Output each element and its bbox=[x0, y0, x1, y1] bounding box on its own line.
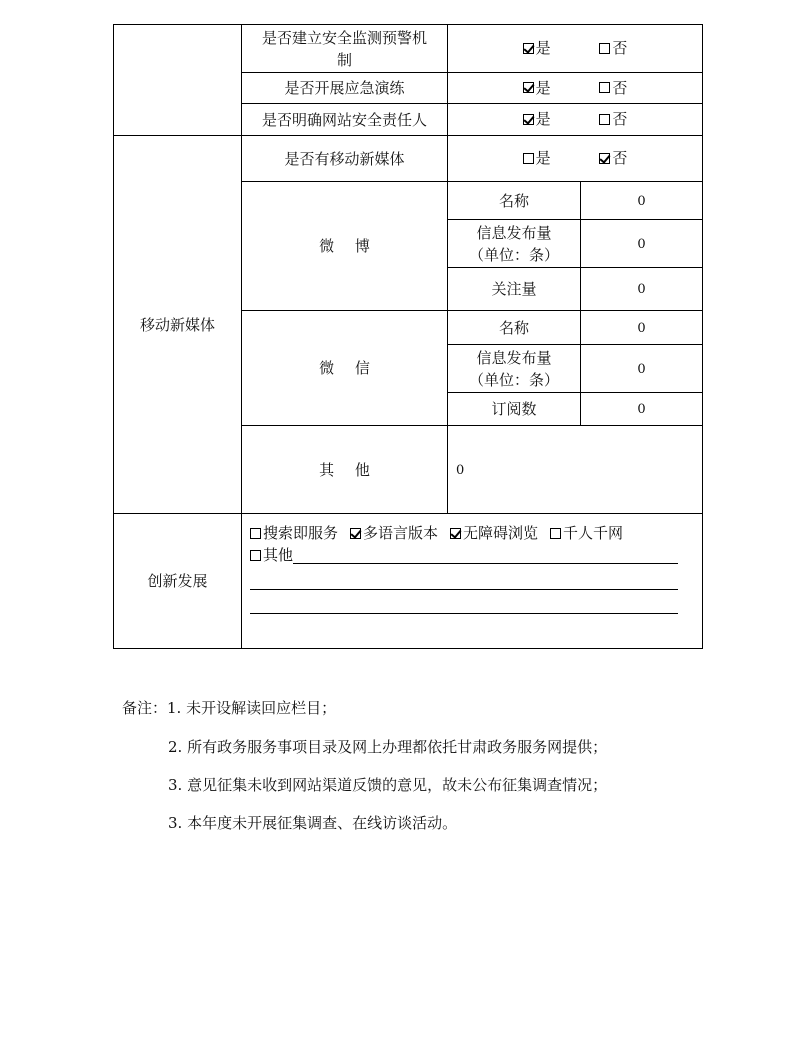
question-text: 是否开展应急演练 bbox=[284, 79, 405, 97]
option-personalized[interactable]: 千人千网 bbox=[550, 522, 623, 544]
other-label: 其 他 bbox=[242, 426, 448, 514]
yes-option[interactable]: 是 bbox=[523, 37, 551, 59]
innovation-options bbox=[242, 514, 703, 649]
unchecked-box-icon[interactable] bbox=[250, 550, 261, 561]
field-label: 名称 bbox=[448, 311, 581, 345]
yes-option[interactable]: 是 bbox=[523, 108, 551, 130]
option-accessibility[interactable]: 无障碍浏览 bbox=[450, 522, 538, 544]
checked-box-icon[interactable] bbox=[350, 528, 361, 539]
question-cell bbox=[242, 136, 448, 182]
unchecked-box-icon[interactable] bbox=[599, 43, 610, 54]
field-value: 0 bbox=[581, 393, 703, 426]
field-label: 信息发布量（单位：条） bbox=[448, 220, 581, 268]
blank-section-cell bbox=[114, 25, 242, 136]
checked-box-icon[interactable] bbox=[523, 43, 534, 54]
field-value: 0 bbox=[581, 182, 703, 220]
field-label: 信息发布量（单位：条） bbox=[448, 345, 581, 393]
other-option-label: 其他 bbox=[263, 546, 294, 564]
blank-fill-line[interactable] bbox=[250, 566, 678, 590]
other-fill-line[interactable] bbox=[293, 547, 678, 564]
notes-line-3: 3. 意见征集未收到网站渠道反馈的意见，故未公布征集调查情况； bbox=[168, 776, 608, 794]
other-value: 0 bbox=[448, 426, 703, 514]
yes-no-cell bbox=[448, 25, 703, 73]
no-option[interactable]: 否 bbox=[599, 108, 627, 130]
question-cell bbox=[242, 25, 448, 73]
innovation-checkbox-row bbox=[250, 522, 692, 544]
unchecked-box-icon[interactable] bbox=[599, 82, 610, 93]
no-option[interactable]: 否 bbox=[599, 147, 627, 169]
option-multilingual[interactable]: 多语言版本 bbox=[350, 522, 438, 544]
mobile-section-label: 移动新媒体 bbox=[114, 136, 242, 514]
yes-option[interactable]: 是 bbox=[523, 147, 551, 169]
notes-line-4: 3. 本年度未开展征集调查、在线访谈活动。 bbox=[168, 814, 458, 832]
notes-line-1: 备注：1. 未开设解读回应栏目； bbox=[122, 699, 337, 717]
field-value: 0 bbox=[581, 268, 703, 311]
weixin-label: 微 信 bbox=[242, 311, 448, 426]
question-text: 是否明确网站安全责任人 bbox=[261, 110, 427, 129]
blank-fill-line[interactable] bbox=[250, 590, 678, 614]
weibo-label: 微 博 bbox=[242, 182, 448, 311]
option-search-service[interactable]: 搜索即服务 bbox=[250, 522, 338, 544]
unchecked-box-icon[interactable] bbox=[599, 114, 610, 125]
innovation-section-label: 创新发展 bbox=[114, 514, 242, 649]
notes-line-2: 2. 所有政务服务事项目录及网上办理都依托甘肃政务服务网提供； bbox=[168, 738, 608, 756]
innovation-other-row bbox=[250, 544, 692, 566]
question-text: 是否有移动新媒体 bbox=[284, 149, 405, 168]
yes-no-cell bbox=[448, 136, 703, 182]
field-label: 名称 bbox=[448, 182, 581, 220]
field-value: 0 bbox=[581, 345, 703, 393]
unchecked-box-icon[interactable] bbox=[550, 528, 561, 539]
field-value: 0 bbox=[581, 220, 703, 268]
unchecked-box-icon[interactable] bbox=[250, 528, 261, 539]
no-option[interactable]: 否 bbox=[599, 77, 627, 99]
question-cell bbox=[242, 104, 448, 136]
question-cell bbox=[242, 73, 448, 104]
yes-no-cell bbox=[448, 73, 703, 104]
field-label: 订阅数 bbox=[448, 393, 581, 426]
checked-box-icon[interactable] bbox=[523, 114, 534, 125]
yes-option[interactable]: 是 bbox=[523, 77, 551, 99]
checked-box-icon[interactable] bbox=[599, 153, 610, 164]
field-value: 0 bbox=[581, 311, 703, 345]
report-table bbox=[113, 24, 703, 649]
question-text: 是否建立安全监测预警机制 bbox=[261, 28, 427, 69]
checked-box-icon[interactable] bbox=[523, 82, 534, 93]
notes-prefix: 备注： bbox=[122, 699, 168, 717]
field-label: 关注量 bbox=[448, 268, 581, 311]
unchecked-box-icon[interactable] bbox=[523, 153, 534, 164]
yes-no-cell bbox=[448, 104, 703, 136]
no-option[interactable]: 否 bbox=[599, 37, 627, 59]
checked-box-icon[interactable] bbox=[450, 528, 461, 539]
